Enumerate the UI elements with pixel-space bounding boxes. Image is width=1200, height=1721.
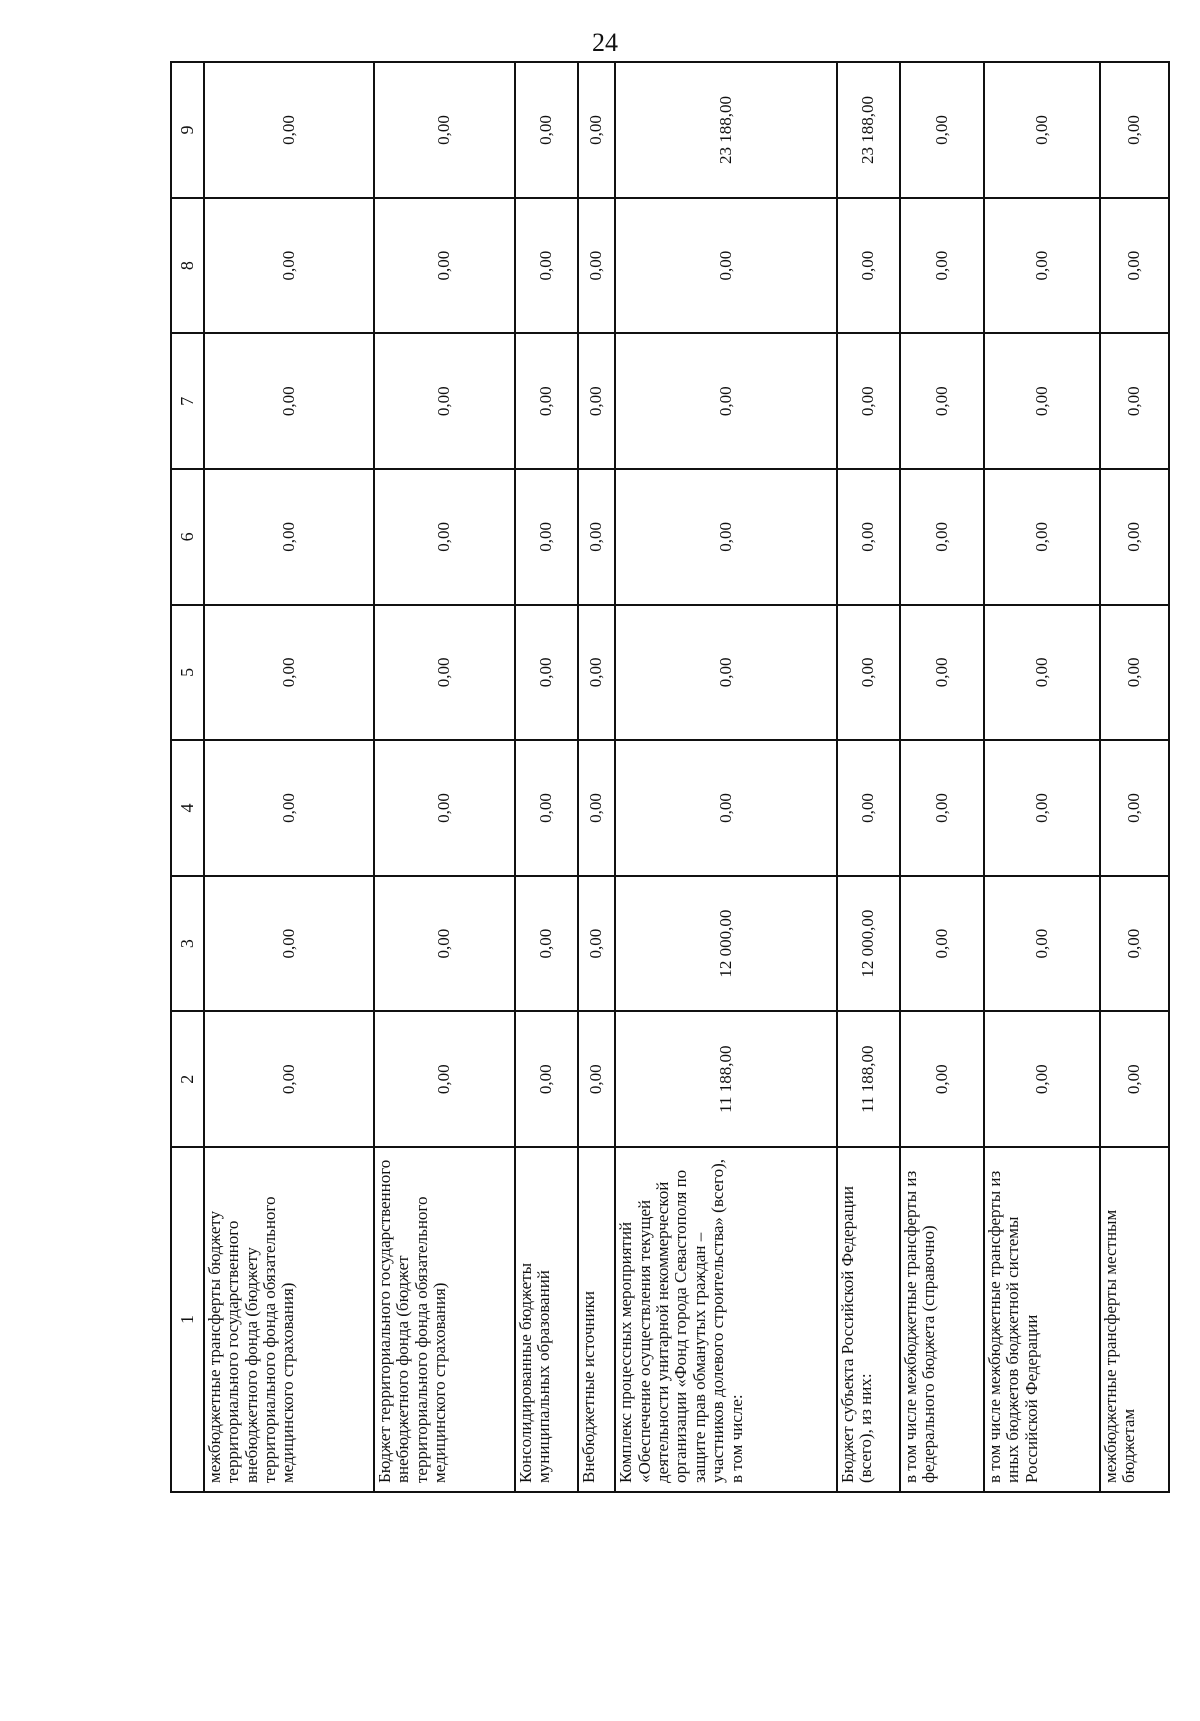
column-header: 4 xyxy=(171,740,204,876)
table-cell: 0,00 xyxy=(515,605,578,741)
table-cell: 0,00 xyxy=(374,198,515,334)
table-cell: 0,00 xyxy=(615,333,836,469)
table-cell: 0,00 xyxy=(1100,469,1169,605)
table-cell: 23 188,00 xyxy=(837,62,900,198)
table-cell: 0,00 xyxy=(578,469,616,605)
column-header: 8 xyxy=(171,198,204,334)
table-cell: 0,00 xyxy=(984,198,1100,334)
row-label: Бюджет территориального государственного внебюджетного фонда (бюджет территориального фонда обязательного медицинского страхования) xyxy=(374,1147,515,1492)
table-cell: 12 000,00 xyxy=(837,876,900,1012)
table-cell: 0,00 xyxy=(1100,198,1169,334)
table-cell: 0,00 xyxy=(204,740,374,876)
table-row xyxy=(984,62,1100,1492)
table-cell: 0,00 xyxy=(837,198,900,334)
table-cell: 0,00 xyxy=(1100,333,1169,469)
table-row xyxy=(204,62,374,1492)
table-cell: 0,00 xyxy=(900,605,984,741)
table-cell: 0,00 xyxy=(374,876,515,1012)
table-cell: 0,00 xyxy=(1100,876,1169,1012)
table-cell: 0,00 xyxy=(204,1011,374,1147)
table-cell: 0,00 xyxy=(204,333,374,469)
table-cell: 0,00 xyxy=(1100,62,1169,198)
table-cell: 0,00 xyxy=(578,198,616,334)
table-row xyxy=(615,62,836,1492)
row-label: в том числе межбюджетные трансферты из федерального бюджета (справочно) xyxy=(900,1147,984,1492)
page-number: 24 xyxy=(592,28,618,57)
table-cell: 0,00 xyxy=(578,62,616,198)
table-cell: 0,00 xyxy=(615,605,836,741)
table-cell: 0,00 xyxy=(204,605,374,741)
table-cell: 0,00 xyxy=(837,740,900,876)
table-cell: 0,00 xyxy=(900,469,984,605)
table-cell: 11 188,00 xyxy=(615,1011,836,1147)
table-cell: 0,00 xyxy=(900,876,984,1012)
table-cell: 0,00 xyxy=(515,1011,578,1147)
table-cell: 0,00 xyxy=(837,333,900,469)
row-label: Комплекс процессных мероприятий «Обеспечение осуществления текущей деятельности унитарной некоммерческой организации «Фонд города Севастополя по защите прав обманутых граждан – участников долевого строительства» (всего), в том числе: xyxy=(615,1147,836,1492)
row-label: Внебюджетные источники xyxy=(578,1147,616,1492)
table-cell: 0,00 xyxy=(984,740,1100,876)
table-row xyxy=(1100,62,1169,1492)
column-header: 6 xyxy=(171,469,204,605)
table-cell: 0,00 xyxy=(578,876,616,1012)
row-label: Бюджет субъекта Российской Федерации (всего), из них: xyxy=(837,1147,900,1492)
column-header: 3 xyxy=(171,876,204,1012)
table-cell: 0,00 xyxy=(374,333,515,469)
table-cell: 0,00 xyxy=(578,333,616,469)
table-cell: 0,00 xyxy=(615,198,836,334)
table-cell: 0,00 xyxy=(204,62,374,198)
table-cell: 0,00 xyxy=(1100,1011,1169,1147)
row-label: в том числе межбюджетные трансферты из иных бюджетов бюджетной системы Российской Федерации xyxy=(984,1147,1100,1492)
table-cell: 0,00 xyxy=(984,333,1100,469)
table-container xyxy=(170,63,1170,1493)
column-header: 9 xyxy=(171,62,204,198)
table-cell: 0,00 xyxy=(374,740,515,876)
row-label: Консолидированные бюджеты муниципальных образований xyxy=(515,1147,578,1492)
table-cell: 0,00 xyxy=(374,605,515,741)
table-row xyxy=(578,62,616,1492)
table-cell: 0,00 xyxy=(515,876,578,1012)
table-cell: 11 188,00 xyxy=(837,1011,900,1147)
table-row xyxy=(837,62,900,1492)
table-row xyxy=(374,62,515,1492)
table-cell: 0,00 xyxy=(984,1011,1100,1147)
column-header: 1 xyxy=(171,1147,204,1492)
table-cell: 0,00 xyxy=(615,740,836,876)
table-cell: 0,00 xyxy=(900,1011,984,1147)
table-cell: 0,00 xyxy=(984,469,1100,605)
table-cell: 0,00 xyxy=(984,605,1100,741)
table-cell: 0,00 xyxy=(578,605,616,741)
table-cell: 0,00 xyxy=(204,876,374,1012)
table-cell: 0,00 xyxy=(900,333,984,469)
table-cell: 0,00 xyxy=(984,876,1100,1012)
table-row xyxy=(900,62,984,1492)
table-cell: 0,00 xyxy=(374,469,515,605)
table-cell: 0,00 xyxy=(900,62,984,198)
table-cell: 12 000,00 xyxy=(615,876,836,1012)
budget-table xyxy=(170,61,1170,1493)
column-header: 5 xyxy=(171,605,204,741)
table-cell: 0,00 xyxy=(374,1011,515,1147)
table-cell: 0,00 xyxy=(1100,605,1169,741)
table-cell: 0,00 xyxy=(837,605,900,741)
column-header: 2 xyxy=(171,1011,204,1147)
table-cell: 0,00 xyxy=(515,62,578,198)
table-cell: 0,00 xyxy=(204,198,374,334)
table-cell: 0,00 xyxy=(374,62,515,198)
table-cell: 0,00 xyxy=(578,740,616,876)
table-cell: 23 188,00 xyxy=(615,62,836,198)
table-cell: 0,00 xyxy=(515,333,578,469)
table-cell: 0,00 xyxy=(900,740,984,876)
table-cell: 0,00 xyxy=(515,469,578,605)
row-label: межбюджетные трансферты местным бюджетам xyxy=(1100,1147,1169,1492)
row-label: межбюджетные трансферты бюджету территориального государственного внебюджетного фонда (бюджету территориального фонда обязательного медицинского страхования) xyxy=(204,1147,374,1492)
table-row xyxy=(515,62,578,1492)
header-row xyxy=(171,62,204,1492)
table-cell: 0,00 xyxy=(900,198,984,334)
table-cell: 0,00 xyxy=(615,469,836,605)
table-cell: 0,00 xyxy=(515,198,578,334)
table-cell: 0,00 xyxy=(204,469,374,605)
table-cell: 0,00 xyxy=(837,469,900,605)
table-cell: 0,00 xyxy=(578,1011,616,1147)
table-cell: 0,00 xyxy=(984,62,1100,198)
column-header: 7 xyxy=(171,333,204,469)
table-cell: 0,00 xyxy=(515,740,578,876)
table-cell: 0,00 xyxy=(1100,740,1169,876)
